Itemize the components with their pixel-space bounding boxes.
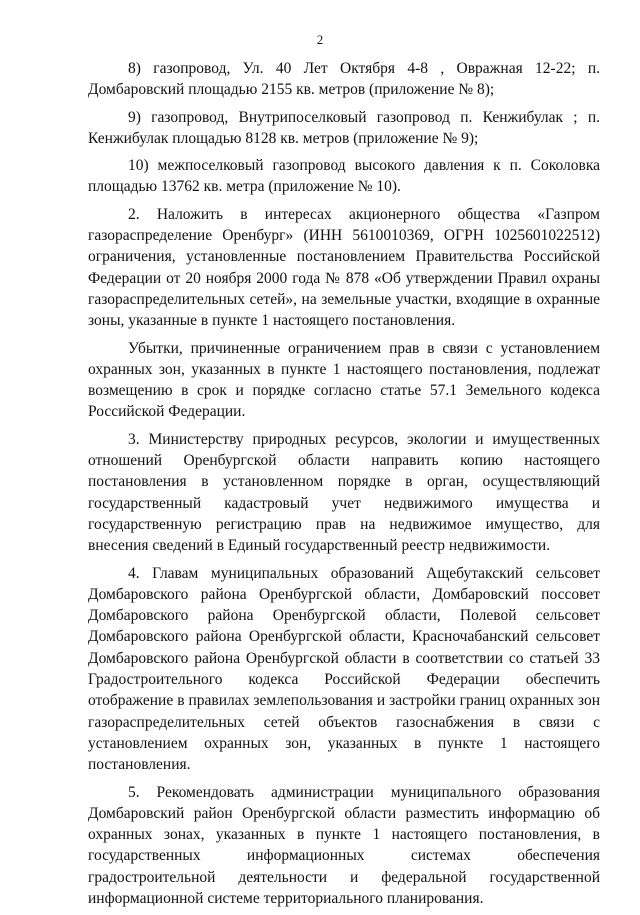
paragraph-damages: Убытки, причиненные ограничением прав в связи с установлением охранных зон, указанных в пункте 1 настоящего постановления, подлежат возмещению в срок и порядке согласно статье 57.1 Земельного кодекса Российской Федерации. [88,339,600,421]
paragraph-item-8: 8) газопровод, Ул. 40 Лет Октября 4-8 , Овражная 12-22; п. Домбаровский площадью 2155 кв. метров (приложение № 8); [88,60,600,99]
page-number: 2 [316,32,324,47]
paragraph-clause-5: 5. Рекомендовать администрации муниципального образования Домбаровский район Оренбургской области разместить информацию об охранных зонах, указанных в пункте 1 настоящего постановления, в государственных информационных системах обеспечения градостроительной деятельности и федеральной государственной информационной системе территориального планирования. [88,783,600,907]
paragraph-clause-2: 2. Наложить в интересах акционерного общества «Газпром газораспределение Оренбург» (ИНН 5610010369, ОГРН 1025601022512) ограничения, установленные постановлением Правительства Российской Федерации от 20 ноября 2000 года № 878 «Об утверждении Правил охраны газораспределительных сетей», на земельные участки, входящие в охранные зоны, указанные в пункте 1 настоящего постановления. [88,205,600,330]
paragraph-clause-4: 4. Главам муниципальных образований Ащебутакский сельсовет Домбаровского района Оренбургской области, Домбаровский поссовет Домбаровского района Оренбургской области, Полевой сельсовет Домбаровского района Оренбургской области, Красночабанский сельсовет Домбаровского района Оренбургской области в соответствии со статьей 33 Градостроительного кодекса Российской Федерации обеспечить отображение в правилах землепользования и застройки границ охранных зон газораспределительных сетей объектов газоснабжения в связи с установлением охранных зон, указанных в пункте 1 настоящего постановления. [88,564,600,774]
paragraph-item-10: 10) межпоселковый газопровод высокого давления к п. Соколовка площадью 13762 кв. метра (приложение № 10). [88,157,600,196]
document-body [88,58,600,915]
paragraph-item-9: 9) газопровод, Внутрипоселковый газопровод п. Кенжибулак ; п. Кенжибулак площадью 8128 кв. метров (приложение № 9); [88,108,600,147]
paragraph-clause-3: 3. Министерству природных ресурсов, экологии и имущественных отношений Оренбургской области направить копию настоящего постановления в установленном порядке в орган, осуществляющий государственный кадастровый учет недвижимого имущества и государственную регистрацию прав на недвижимое имущество, для внесения сведений в Единый государственный реестр недвижимости. [88,430,600,555]
